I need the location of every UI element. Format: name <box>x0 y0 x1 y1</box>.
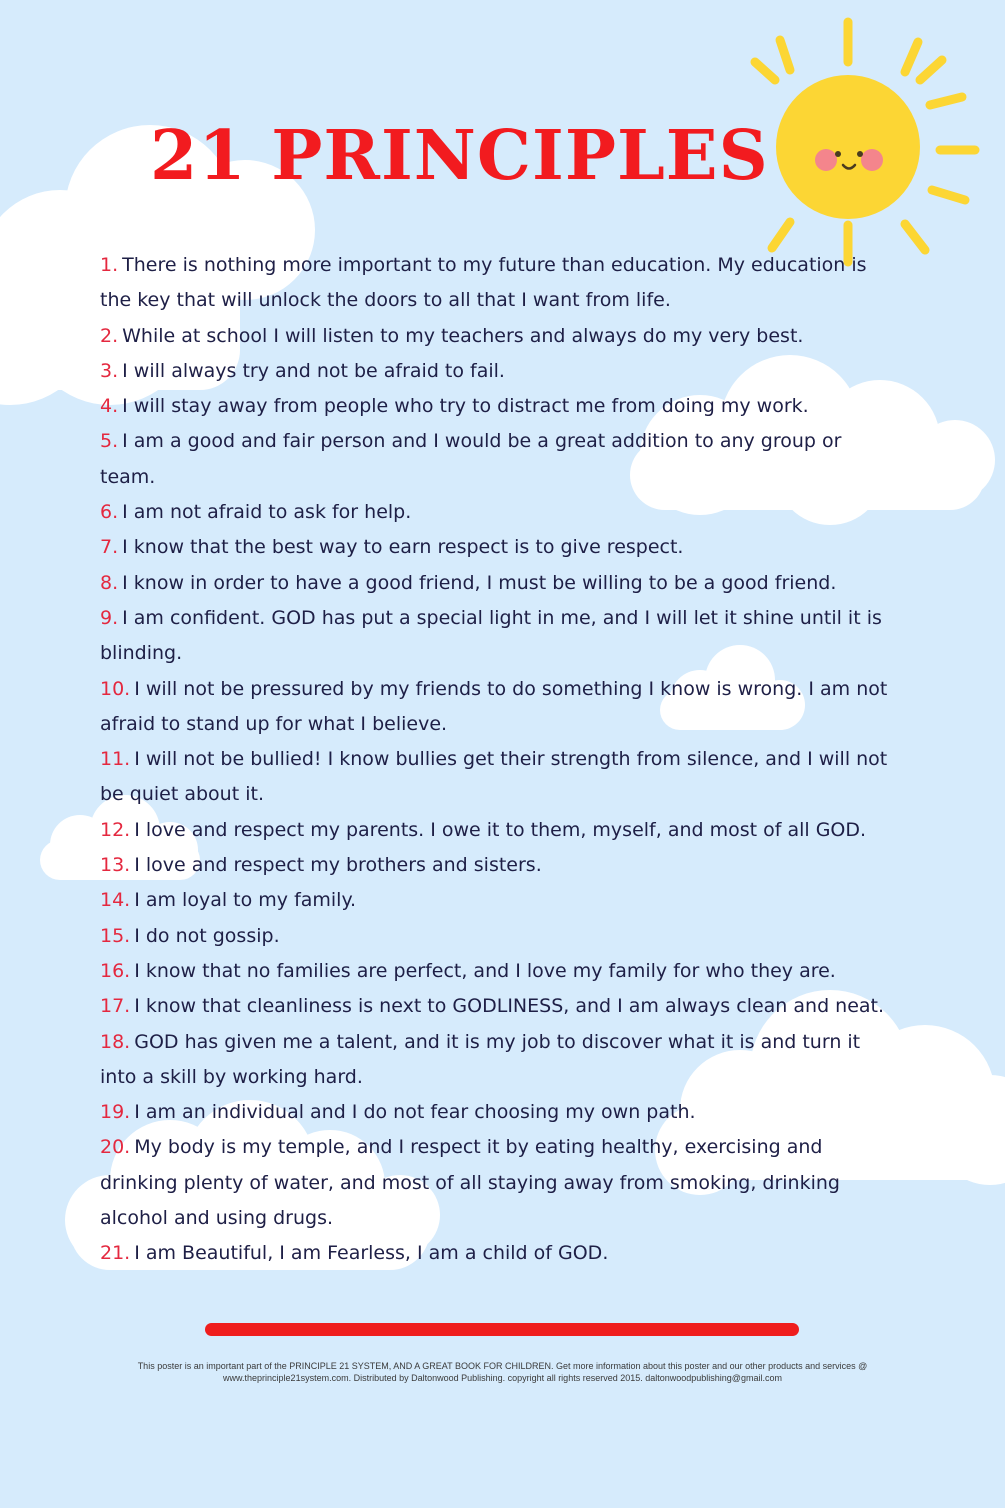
item-text: There is nothing more important to my future than education. My education is the key that will unlock the doors to all that I want from life. <box>100 254 867 312</box>
item-number: 4. <box>100 395 119 418</box>
list-item <box>100 1236 900 1271</box>
list-item <box>100 848 900 883</box>
item-text: I know that no families are perfect, and I love my family for who they are. <box>134 959 836 982</box>
item-text: While at school I will listen to my teachers and always do my very best. <box>122 324 804 347</box>
list-item <box>100 424 900 495</box>
item-number: 19. <box>100 1101 131 1124</box>
sun-icon <box>755 22 975 262</box>
item-number: 9. <box>100 606 119 629</box>
item-text: I do not gossip. <box>134 924 280 947</box>
list-item <box>100 601 900 672</box>
item-text: I will always try and not be afraid to fail. <box>122 359 505 382</box>
footer-note: This poster is an important part of the PRINCIPLE 21 SYSTEM, AND A GREAT BOOK FOR CHILDREN. Get more information about this poster and our other products and services @ www.theprinciple21system.com. Distributed by Daltonwood Publishing. copyright all rights reserved 2015. daltonwoodpublishing@gmail.com <box>137 1361 868 1383</box>
item-number: 16. <box>100 959 131 982</box>
item-number: 18. <box>100 1030 131 1053</box>
item-text: I am a good and fair person and I would be a great addition to any group or team. <box>100 430 842 488</box>
item-number: 14. <box>100 889 131 912</box>
item-number: 10. <box>100 677 131 700</box>
item-text: I know in order to have a good friend, I must be willing to be a good friend. <box>122 571 837 594</box>
item-text: GOD has given me a talent, and it is my job to discover what it is and turn it into a skill by working hard. <box>100 1030 861 1088</box>
item-number: 15. <box>100 924 131 947</box>
list-item <box>100 1025 900 1096</box>
list-item <box>100 354 900 389</box>
item-number: 21. <box>100 1242 131 1265</box>
list-item <box>100 248 900 319</box>
item-number: 7. <box>100 536 119 559</box>
list-item <box>100 319 900 354</box>
item-number: 8. <box>100 571 119 594</box>
item-text: I will not be bullied! I know bullies get their strength from silence, and I will not be quiet about it. <box>100 748 888 806</box>
item-text: I am not afraid to ask for help. <box>122 501 412 524</box>
item-number: 17. <box>100 995 131 1018</box>
item-number: 11. <box>100 748 131 771</box>
list-item <box>100 672 900 743</box>
item-number: 2. <box>100 324 119 347</box>
item-text: I know that cleanliness is next to GODLINESS, and I am always clean and neat. <box>134 995 885 1018</box>
principles-list <box>100 248 900 1272</box>
item-text: I know that the best way to earn respect is to give respect. <box>122 536 684 559</box>
item-text: I am an individual and I do not fear choosing my own path. <box>134 1101 696 1124</box>
item-text: I am loyal to my family. <box>134 889 357 912</box>
item-text: I am confident. GOD has put a special light in me, and I will let it shine until it is blinding. <box>100 606 882 665</box>
list-item <box>100 813 900 848</box>
item-text: My body is my temple, and I respect it by eating healthy, exercising and drinking plenty of water, and most of all staying away from smoking, drinking alcohol and using drugs. <box>100 1136 840 1230</box>
item-number: 5. <box>100 430 119 453</box>
list-item <box>100 919 900 954</box>
list-item <box>100 1130 900 1236</box>
item-text: I love and respect my brothers and sisters. <box>134 854 542 877</box>
item-text: I will stay away from people who try to distract me from doing my work. <box>122 395 809 418</box>
list-item <box>100 389 900 424</box>
list-item <box>100 954 900 989</box>
item-text: I am Beautiful, I am Fearless, I am a child of GOD. <box>134 1242 609 1265</box>
list-item <box>100 495 900 530</box>
list-item <box>100 742 900 813</box>
list-item <box>100 883 900 918</box>
list-item <box>100 989 900 1024</box>
item-number: 6. <box>100 501 119 524</box>
item-text: I love and respect my parents. I owe it to them, myself, and most of all GOD. <box>134 818 867 841</box>
item-number: 20. <box>100 1136 131 1159</box>
item-number: 12. <box>100 818 131 841</box>
divider <box>205 1323 799 1336</box>
item-number: 1. <box>100 254 119 276</box>
item-number: 3. <box>100 359 119 382</box>
poster-title: 21 PRINCIPLES <box>150 116 769 196</box>
list-item <box>100 1095 900 1130</box>
list-item <box>100 530 900 565</box>
list-item <box>100 566 900 601</box>
item-text: I will not be pressured by my friends to do something I know is wrong. I am not afraid to stand up for what I believe. <box>100 677 888 735</box>
item-number: 13. <box>100 854 131 877</box>
